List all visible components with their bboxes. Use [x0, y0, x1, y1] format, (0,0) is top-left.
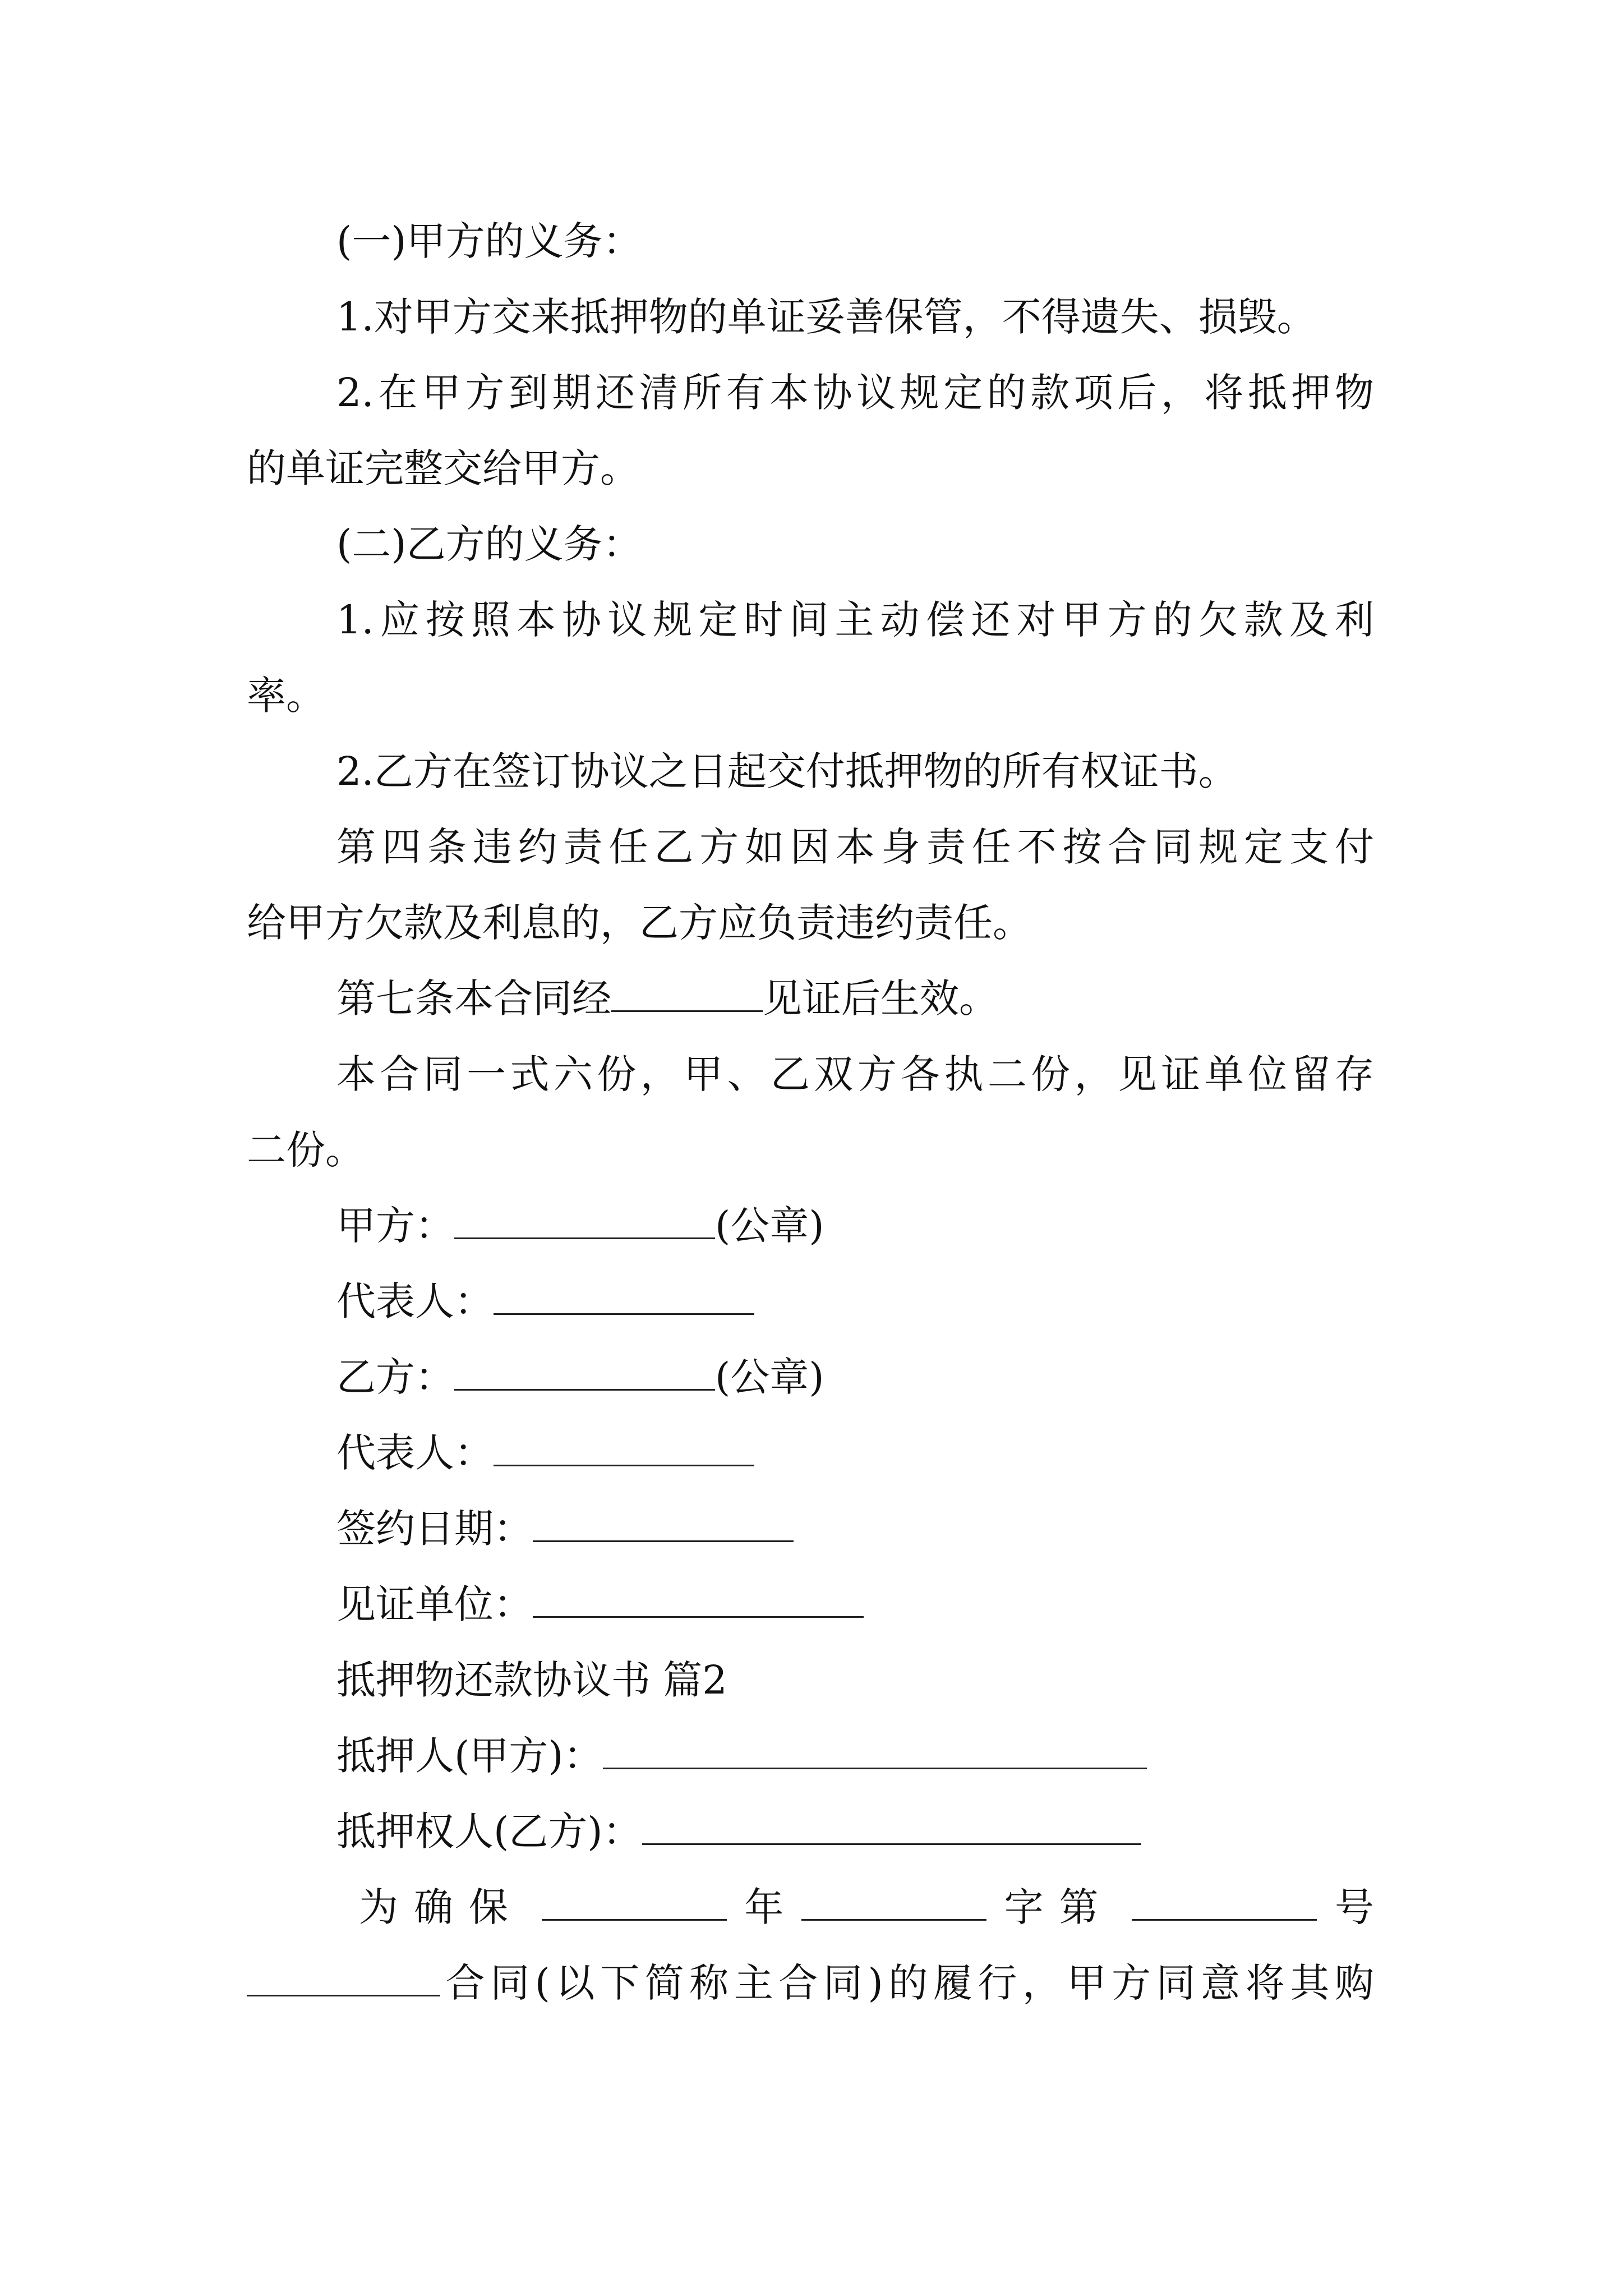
word-blank: [801, 1880, 986, 1921]
signature-representative-b: 代表人：: [0, 1425, 1623, 1481]
signature-party-a: 甲方： (公章): [0, 1198, 1623, 1254]
contract-blank: [247, 1955, 440, 1996]
paragraph-line: 第七条本合同经 见证后生效。: [0, 970, 1623, 1027]
paragraph-line: 2.在甲方到期还清所有本协议规定的款项后，将抵押物: [336, 370, 1374, 416]
mortgagee-line: 抵押权人(乙方)：: [0, 1803, 1623, 1860]
paragraph-line: 2.乙方在签订协议之日起交付抵押物的所有权证书。: [336, 748, 1238, 794]
witness-blank: [611, 971, 763, 1012]
section-heading-party-a-obligations: (一)甲方的义务：: [336, 218, 642, 264]
representative-a-blank: [494, 1274, 754, 1315]
paragraph-line: 第四条违约责任乙方如因本身责任不按合同规定支付: [336, 824, 1374, 870]
mortgagor-blank: [603, 1728, 1147, 1769]
signature-party-b: 乙方： (公章): [0, 1349, 1623, 1405]
paragraph-line: 本合同一式六份，甲、乙双方各执二份，见证单位留存: [336, 1051, 1374, 1097]
paragraph-line: 率。: [247, 673, 325, 719]
witness-unit-blank: [533, 1577, 864, 1618]
signature-representative-a: 代表人：: [0, 1273, 1623, 1329]
signing-date-blank: [533, 1501, 794, 1542]
year-blank: [542, 1880, 727, 1921]
number-blank: [1132, 1880, 1317, 1921]
paragraph-line: 合同(以下简称主合同)的履行，甲方同意将其购: [0, 1955, 1623, 2011]
paragraph-line: 1.应按照本协议规定时间主动偿还对甲方的欠款及利: [336, 597, 1374, 643]
representative-b-blank: [494, 1425, 754, 1466]
paragraph-line: 二份。: [247, 1127, 365, 1173]
paragraph-line: 的单证完整交给甲方。: [247, 445, 639, 491]
party-a-blank: [454, 1198, 715, 1239]
section-heading-party-b-obligations: (二)乙方的义务：: [336, 521, 642, 567]
paragraph-line: 给甲方欠款及利息的，乙方应负责违约责任。: [247, 900, 1032, 946]
signing-date: 签约日期：: [0, 1501, 1623, 1557]
contract-number-line: 为确保 年 字第 号: [0, 1879, 1623, 1935]
section-title: 抵押物还款协议书 篇2: [336, 1657, 727, 1703]
witness-unit: 见证单位：: [0, 1576, 1623, 1632]
mortgagor-line: 抵押人(甲方)：: [0, 1728, 1623, 1784]
party-b-blank: [454, 1350, 715, 1391]
paragraph-line: 1.对甲方交来抵押物的单证妥善保管，不得遗失、损毁。: [336, 294, 1316, 340]
mortgagee-blank: [642, 1804, 1141, 1845]
